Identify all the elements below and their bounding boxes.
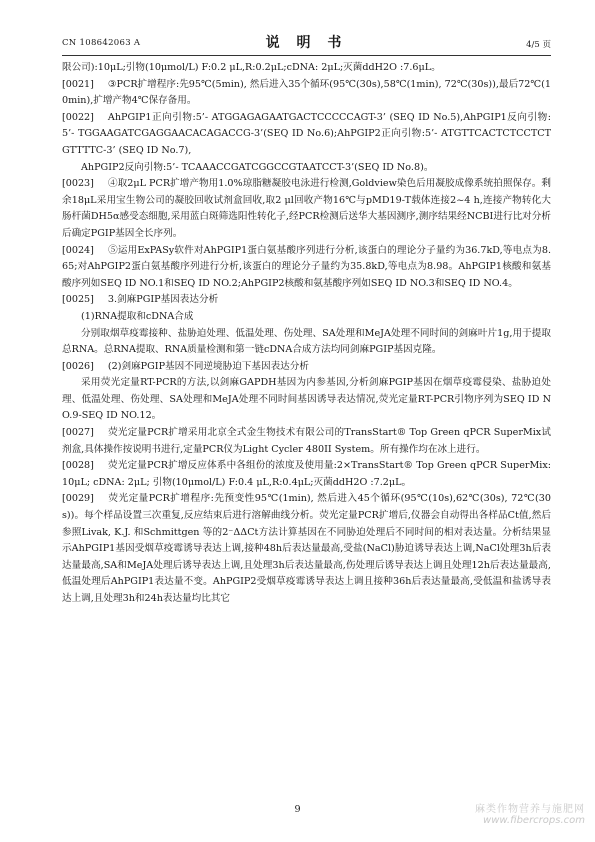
paragraph-text: 分别取烟草疫霉接种、盐胁迫处理、低温处理、伤处理、SA处理和MeJA处理不同时间的剑麻叶片1g,用于提取总RNA。总RNA提取、RNA质量检测和第一链cDNA合成方法均同剑麻PGIP基因克隆。: [62, 327, 551, 356]
page-header: [62, 30, 551, 50]
paragraph-number: [0029]: [62, 493, 94, 505]
paragraph: [62, 243, 551, 293]
paragraph-text: ④取2μL PCR扩增产物用1.0%琼脂糖凝胶电泳进行检测,Goldview染色后用凝胶成像系统拍照保存。剩余18μL采用宝生物公司的凝胶回收试剂盒回收,取2 μl回收产物16℃与pMD19-T载体连接2~4 h,连接产物转化大肠杆菌DH5α感受态细胞,采用蓝白斑筛选阳性转化子,经PCR检测后送华大基因测序,测序结果经NCBI进行比对分析后确定PGIP基因全长序列。: [62, 178, 551, 239]
paragraph-number: [0026]: [62, 360, 94, 372]
paragraph-text: ③PCR扩增程序:先95℃(5min), 然后进入35个循环(95℃(30s),58℃(1min), 72℃(30s)),最后72℃(10min),扩增产物4℃保存备用。: [62, 78, 551, 107]
paragraph: [62, 359, 551, 376]
paragraph-text: (2)剑麻PGIP基因不同逆境胁迫下基因表达分析: [107, 360, 309, 372]
page-counter: 4/5 页: [526, 40, 551, 50]
document-body: [62, 60, 551, 608]
paragraph-text: 荧光定量PCR扩增反应体系中各组份的浓度及使用量:2×TransStart® Top Green qPCR SuperMix:10μL; cDNA: 2μL; 引物(10μmol/L) F:0.4 μL,R:0.4μL;灭菌ddH2O :7.2μL。: [62, 460, 551, 488]
watermark: [475, 800, 585, 826]
paragraph: [62, 110, 551, 160]
paragraph-text: 荧光定量PCR扩增程序:先预变性95℃(1min), 然后进入45个循环(95℃(10s),62℃(30s), 72℃(30s))。每个样品设置三次重复,反应结束后进行溶解曲线分析。荧光定量PCR扩增后,仪器会自动得出各样品Ct值,然后参照Livak, K.J. 和Schmittgen 等的2⁻ΔΔCt方法计算基因在不同胁迫处理后不同时间的相对表达量。分析结果显示AhPGIP1基因受烟草疫霉诱导表达上调,接种48h后表达量最高,受盐(NaCl)胁迫诱导表达上调,NaCl处理3h后表达量最高,SA和MeJA处理后诱导表达上调,且处理3h后表达量最高,伤处理后诱导表达上调且处理12h后表达量最高,低温处理后AhPGIP1表达量不变。AhPGIP2受烟草疫霉诱导表达上调且接种36h后表达量最高,受低温和盐诱导表达上调,且处理3h和24h表达量均比其它: [62, 493, 551, 604]
paragraph-text: ⑤运用ExPASy软件对AhPGIP1蛋白氨基酸序列进行分析,该蛋白的理论分子量约为36.7kD,等电点为8.65;对AhPGIP2蛋白氨基酸序列进行分析,该蛋白的理论分子量约为35.8kD,等电点为8.98。AhPGIP1核酸和氨基酸序列如SEQ ID NO.1和SEQ ID NO.2;AhPGIP2核酸和氨基酸序列如SEQ ID NO.3和SEQ ID NO.4。: [62, 244, 551, 289]
paragraph-number: [0025]: [62, 294, 94, 306]
paragraph-text: AhPGIP2反向引物:5’- TCAAACCGATCGGCCGTAATCCT-3’(SEQ ID No.8)。: [81, 161, 434, 173]
paragraph: [62, 375, 551, 425]
paragraph: [62, 77, 551, 110]
watermark-site-name: 麻类作物营养与施肥网: [475, 804, 585, 815]
paragraph-number: [0023]: [62, 178, 94, 190]
paragraph-text: 3.剑麻PGIP基因表达分析: [107, 294, 219, 306]
paragraph-number: [0028]: [62, 460, 94, 472]
paragraph: [62, 176, 551, 242]
paragraph: [62, 309, 551, 326]
paragraph: [62, 160, 551, 177]
document-title: 说 明 书: [265, 35, 348, 51]
page-number: 9: [294, 804, 301, 815]
paragraph: [62, 458, 551, 491]
paragraph-number: [0021]: [62, 78, 94, 90]
paragraph-text: 采用荧光定量RT-PCR的方法,以剑麻GAPDH基因为内参基因,分析剑麻PGIP基因在烟草疫霉侵染、盐胁迫处理、低温处理、伤处理、SA处理和MeJA处理不同时间基因诱导表达情况,荧光定量RT-PCR引物序列为SEQ ID NO.9-SEQ ID NO.12。: [62, 377, 551, 422]
paragraph-text: (1)RNA提取和cDNA合成: [81, 310, 194, 322]
paragraph-text: 荧光定量PCR扩增采用北京全式金生物技术有限公司的TransStart® Top Green qPCR SuperMix试剂盒,具体操作按说明书进行,定量PCR仪为Light Cycler 480II System。所有操作均在冰上进行。: [62, 427, 551, 455]
paragraph: [62, 292, 551, 309]
paragraph-number: [0022]: [62, 111, 94, 123]
paragraph: [62, 491, 551, 607]
paragraph-number: [0024]: [62, 244, 94, 256]
watermark-url: www.fibercrops.com: [483, 815, 585, 826]
header-rule: [62, 55, 551, 56]
paragraph-text: 限公司):10μL;引物(10μmol/L) F:0.2 μL,R:0.2μL;cDNA: 2μL;灭菌ddH2O :7.6μL。: [62, 62, 441, 73]
publication-number: CN 108642063 A: [62, 38, 141, 48]
paragraph: [62, 326, 551, 359]
paragraph-text: AhPGIP1正向引物:5’- ATGGAGAGAATGACTCCCCCAGT-3’ (SEQ ID No.5),AhPGIP1反向引物:5’- TGGAAGATCGAGGAACACAGACCG-3’(SEQ ID No.6);AhPGIP2正向引物:5’- ATGTTCACTCTCCTCTGTTTTC-3’ (SEQ ID No.7),: [62, 111, 551, 156]
paragraph: [62, 60, 551, 77]
paragraph-number: [0027]: [62, 427, 94, 439]
paragraph: [62, 425, 551, 458]
